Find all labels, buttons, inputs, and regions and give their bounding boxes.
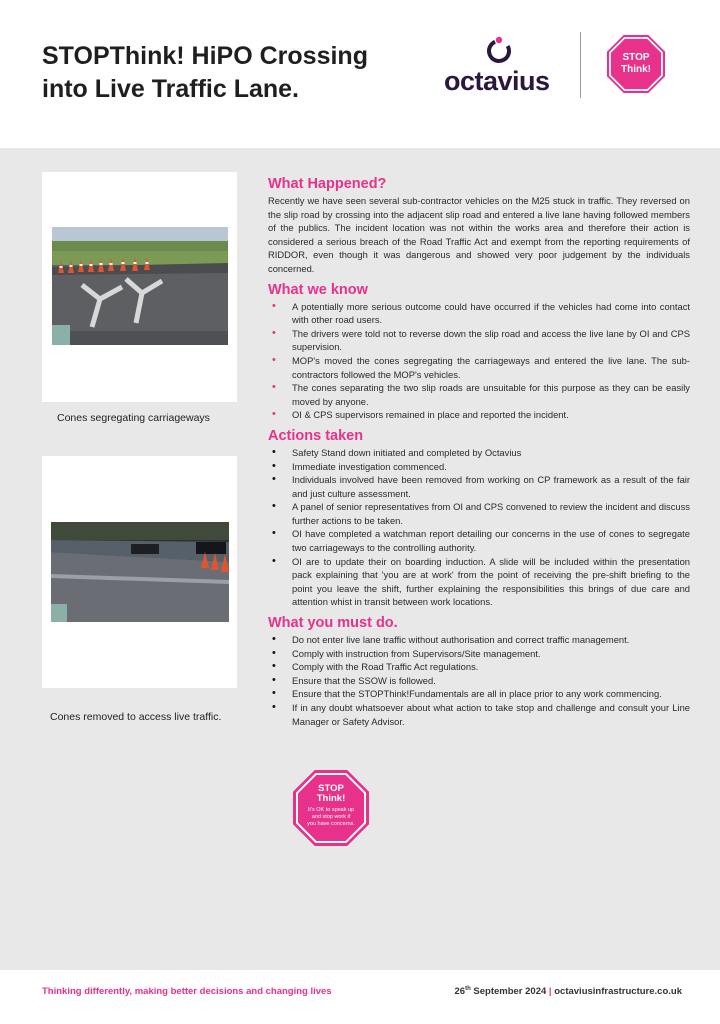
what-we-know-list [268,300,690,422]
page-title [42,40,422,106]
list-item: • Safety Stand down initiated and completed by Octavius [268,446,690,460]
sign-line-2: Think! [316,793,346,804]
list-item: • MOP's moved the cones segregating the carriageways and entered the live lane. The sub-contractors followed the MOP's vehicles. [268,354,690,381]
title-line-2: into Live Traffic Lane. [42,75,299,103]
footer-date-day: 26 [454,986,466,998]
list-item: • A potentially more serious outcome could have occurred if the vehicles had come into contact with other road users. [268,300,690,327]
badge-line-1: STOP [622,52,650,63]
footer-tagline: Thinking differently, making better decisions and changing lives [42,986,332,997]
list-item: • OI are to update their on boarding induction. A slide will be included within the presentation pack explaining that 'you are at work' from the point of receiving the pre-shift briefing to the point you leave the shift, further explaining the responsibilities this brings of due care and attention whist in transit between work locations. [268,555,690,609]
stop-think-sign [292,769,370,847]
photo-card-2 [42,456,237,688]
header-divider [580,32,581,98]
photo-caption-1: Cones segregating carriageways [57,412,210,424]
sign-small-1: It's OK to speak up [307,807,355,813]
list-item: • The cones separating the two slip roads are unsuitable for this purpose as they can be easily moved by anyone. [268,381,690,408]
list-item: • If in any doubt whatsoever about what action to take stop and challenge and consult your Line Manager or Safety Advisor. [268,701,690,728]
sign-small-3: you have concerns. [307,821,355,827]
list-item: • OI have completed a watchman report detailing our concerns in the use of cones to segregate two carriageways to the controlling authority. [268,527,690,554]
photo-cones-removed [51,522,229,622]
list-item: • Comply with the Road Traffic Act regulations. [268,660,690,674]
title-line-1: STOPThink! HiPO Crossing [42,42,368,70]
list-item: • Comply with instruction from Supervisors/Site management. [268,647,690,661]
header [0,0,720,148]
badge-line-2: Think! [621,64,651,75]
octavius-logo [444,36,564,96]
stop-think-badge [606,34,666,94]
footer-date-suffix: th [465,986,471,992]
list-item: • The drivers were told not to reverse down the slip road and access the live lane by OI and CPS supervision. [268,327,690,354]
footer [0,970,720,1024]
photo-caption-2: Cones removed to access live traffic. [50,711,222,723]
photo-card-1 [42,172,237,402]
what-happened-text: Recently we have seen several sub-contractor vehicles on the M25 stuck in traffic. They reversed on the slip road by crossing into the adjacent slip road and entered a live lane having followed members of the publics. The incident location was not within the works area and therefore their action is considered a serious breach of the Road Traffic Act and exempt from the reporting requirements of RIDDOR, even though it was dangerous and showed very poor judgement by the individuals concerned. [268,195,690,274]
list-item: • Do not enter live lane traffic without authorisation and correct traffic management. [268,633,690,647]
footer-website: octaviusinfrastructure.co.uk [551,986,682,998]
actions-taken-list [268,446,690,609]
actions-taken-title: Actions taken [268,427,364,444]
what-you-must-do-title: What you must do. [268,615,398,632]
what-happened-title: What Happened? [268,176,387,192]
list-item: • Ensure that the SSOW is followed. [268,674,690,688]
road-photo-icon [52,227,228,345]
list-item: • Ensure that the STOPThink!Fundamentals are all in place prior to any work commencing. [268,687,690,701]
sign-small-2: and stop work if [311,814,351,820]
list-item: • A panel of senior representatives from OI and CPS convened to review the incident and discuss further actions to be taken. [268,500,690,527]
what-we-know-title: What we know [268,281,368,298]
footer-date-rest: September 2024 [470,986,549,998]
road-photo-icon [51,522,229,622]
sign-line-1: STOP [318,783,344,794]
footer-date-website [455,986,682,997]
what-you-must-do-list [268,633,690,728]
footer-separator: | [548,986,552,998]
logo-wordmark: octavius [444,66,550,96]
logo-ring-icon [484,36,514,66]
photo-cones-segregating [52,227,228,345]
list-item: • Individuals involved have been removed from working on CP framework as a result of the fair and just culture assessment. [268,473,690,500]
list-item: • Immediate investigation commenced. [268,460,690,474]
content-column [268,176,690,734]
list-item: • OI & CPS supervisors remained in place and reported the incident. [268,408,690,422]
